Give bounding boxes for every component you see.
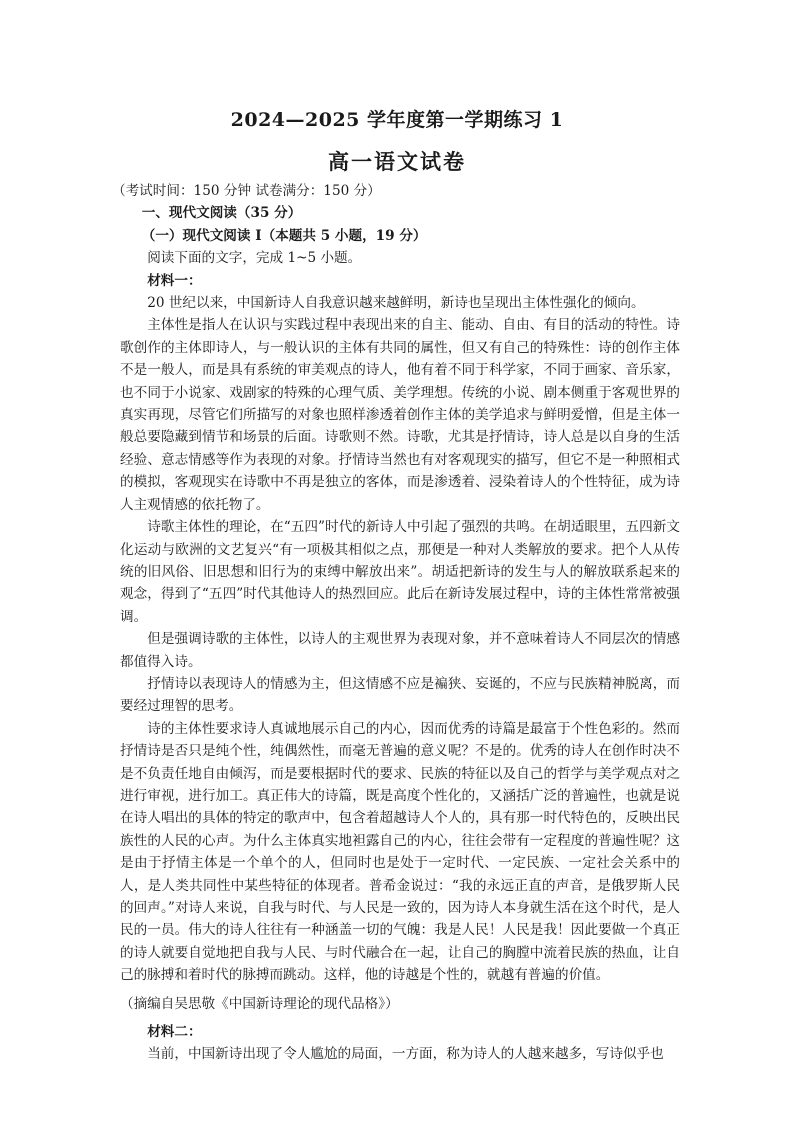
material-1-paragraph: 诗的主体性要求诗人真诚地展示自己的内心，因而优秀的诗篇是最富于个性色彩的。然而抒情诗是否只是纯个性，纯偶然性，而毫无普遍的意义呢？不是的。优秀的诗人在创作时决不是不负责任地自由倾泻，而是要根据时代的要求、民族的特征以及自己的哲学与美学观点对之进行审视，进行加工。真正伟大的诗篇，既是高度个性化的，又涵括广泛的普遍性，也就是说在诗人唱出的具体的特定的歌声中，包含着超越诗人个人的，具有那一时代特色的，反映出民族性的人民的心声。为什么主体真实地袒露自己的内心，往往会带有一定程度的普遍性呢？这是由于抒情主体是一个单个的人，但同时也是处于一定时代、一定民族、一定社会关系中的人，是人类共同性中某些特征的体现者。普希金说过：“我的永远正直的声音，是俄罗斯人民的回声。”对诗人来说，自我与时代、与人民是一致的，因为诗人本身就生活在这个时代，是人民的一员。伟大的诗人往往有一种涵盖一切的气魄：我是人民！人民是我！因此要做一个真正的诗人就要自觉地把自我与人民、与时代融合在一起，让自己的胸膛中流着民族的热血，让自己的脉搏和着时代的脉搏而跳动。这样，他的诗越是个性的，就越有普遍的价值。 [120, 720, 680, 984]
exam-info: （考试时间：150 分钟 试卷满分：150 分） [112, 183, 381, 199]
material-1-paragraph: 20 世纪以来，中国新诗人自我意识越来越鲜明，新诗也呈现出主体性强化的倾向。 [147, 295, 645, 312]
material-1-paragraph: 抒情诗以表现诗人的情感为主，但这情感不应是褊狭、妄诞的，不应与民族精神脱离，而要经过理智的思考。 [120, 675, 680, 715]
reading-instruction: 阅读下面的文字，完成 1~5 小题。 [147, 250, 362, 267]
exam-subtitle: 高一语文试卷 [328, 149, 466, 174]
material-2-label: 材料二： [147, 1024, 202, 1041]
material-1-paragraph: 诗歌主体性的理论，在“五四”时代的新诗人中引起了强烈的共鸣。在胡适眼里，五四新文化运动与欧洲的文艺复兴“有一项极其相似之点，那便是一种对人类解放的要求。把个人从传统的旧风俗、旧思想和旧行为的束缚中解放出来”。胡适把新诗的发生与人的解放联系起来的观念，得到了“五四”时代其他诗人的热烈回应。此后在新诗发展过程中，诗的主体性常常被强调。 [120, 519, 680, 625]
exam-title: 2024—2025 学年度第一学期练习 1 [230, 109, 564, 131]
material-1-paragraph: 但是强调诗歌的主体性，以诗人的主观世界为表现对象，并不意味着诗人不同层次的情感都值得入诗。 [120, 631, 680, 670]
material-1-paragraph: 主体性是指人在认识与实践过程中表现出来的自主、能动、自由、有目的活动的特性。诗歌创作的主体即诗人，与一般认识的主体有共同的属性，但又有自己的特殊性：诗的创作主体不是一般人，而是具有系统的审美观点的诗人，他有着不同于科学家，不同于画家、音乐家，也不同于小说家、戏剧家的特殊的心理气质、美学理想。传统的小说、剧本侧重于客观世界的真实再现，尽管它们所描写的对象也照样渗透着创作主体的美学追求与鲜明爱憎，但是主体一般总要隐藏到情节和场景的后面。诗歌则不然。诗歌，尤其是抒情诗，诗人总是以自身的生活经验、意志情感等作为表现的对象。抒情诗当然也有对客观现实的描写，但它不是一种照相式的模拟，客观现实在诗歌中不再是独立的客体，而是渗透着、浸染着诗人的个性特征，成为诗人主观情感的依托物了。 [120, 317, 680, 513]
section-heading: 一、现代文阅读（35 分） [141, 205, 302, 222]
material-1-label: 材料一： [147, 272, 202, 289]
material-2-paragraph: 当前，中国新诗出现了令人尴尬的局面，一方面，称为诗人的人越来越多，写诗似乎也 [147, 1046, 664, 1063]
section-subheading: （一）现代文阅读 Ⅰ（本题共 5 小题，19 分） [141, 227, 427, 244]
material-1-source: （摘编自吴思敬《中国新诗理论的现代品格》） [120, 995, 399, 1012]
exam-body [112, 180, 680, 1066]
